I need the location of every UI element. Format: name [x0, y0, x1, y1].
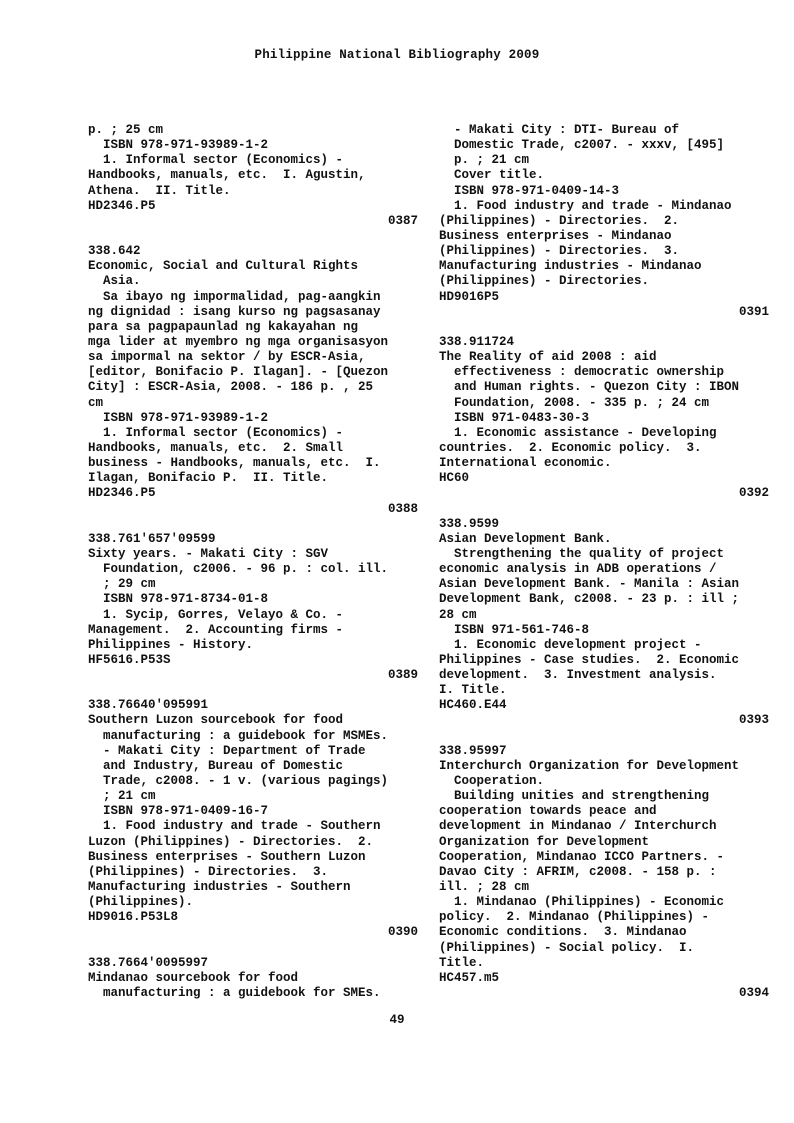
text-line: Organization for Development	[439, 834, 650, 849]
text-line: economic analysis in ADB operations /	[439, 562, 717, 577]
text-line: development. 3. Investment analysis.	[439, 668, 717, 683]
entry-number: 0390	[387, 925, 418, 940]
text-line: Development Bank, c2008. - 23 p. : ill ;	[439, 592, 740, 607]
text-line: - Makati City : DTI- Bureau of	[439, 123, 680, 137]
text-line: ng dignidad : isang kurso ng pagsasanay	[88, 304, 381, 319]
entry-number: 0393	[738, 713, 769, 728]
text-line: 338.9599	[439, 516, 500, 531]
entry-number: 0389	[387, 668, 418, 683]
text-line: (Philippines) - Directories. 2.	[439, 213, 680, 228]
text-line: Philippines - Case studies. 2. Economic	[439, 652, 740, 667]
text-line: ; 29 cm	[88, 577, 156, 592]
text-line: ISBN 978-971-93989-1-2	[88, 138, 269, 153]
text-line: Cooperation.	[439, 774, 545, 789]
text-line: Sixty years. - Makati City : SGV	[88, 546, 329, 561]
text-line: Asia.	[88, 274, 141, 289]
text-line: Foundation, c2006. - 96 p. : col. ill.	[88, 562, 389, 577]
text-line: sa impormal na sektor / by ESCR-Asia,	[88, 350, 366, 365]
blank-line	[88, 941, 418, 956]
text-line: Economic conditions. 3. Mindanao	[439, 925, 687, 940]
text-line: - Makati City : Department of Trade	[88, 743, 366, 758]
text-line: [editor, Bonifacio P. Ilagan]. - [Quezon	[88, 365, 389, 380]
text-line: ; 21 cm	[88, 789, 156, 804]
text-line: Domestic Trade, c2007. - xxxv, [495]	[439, 138, 725, 153]
text-line: development in Mindanao / Interchurch	[439, 819, 717, 834]
text-line: and Industry, Bureau of Domestic	[88, 758, 344, 773]
text-line: Foundation, 2008. - 335 p. ; 24 cm	[439, 395, 710, 410]
text-line: Handbooks, manuals, etc. 2. Small	[88, 440, 344, 455]
text-line: 1. Informal sector (Economics) -	[88, 153, 344, 168]
page-header-title: Philippine National Bibliography 2009	[254, 48, 540, 62]
blank-line	[88, 683, 418, 698]
text-line: ill. ; 28 cm	[439, 880, 530, 895]
text-line: ISBN 978-971-0409-16-7	[88, 804, 269, 819]
entry-number: 0391	[738, 304, 769, 319]
text-line: Southern Luzon sourcebook for food	[88, 713, 344, 728]
entry-number: 0394	[738, 986, 769, 1001]
text-line: HD2346.P5	[88, 486, 156, 501]
text-line: HC460.E44	[439, 698, 507, 713]
text-line: International economic.	[439, 456, 612, 471]
text-line: Handbooks, manuals, etc. I. Agustin,	[88, 168, 366, 183]
text-line: cm	[88, 395, 104, 410]
text-line: (Philippines) - Directories. 3.	[88, 864, 329, 879]
entry-number: 0387	[387, 213, 418, 228]
text-line: 1. Informal sector (Economics) -	[88, 425, 344, 440]
text-line: Luzon (Philippines) - Directories. 2.	[88, 834, 374, 849]
text-line: HF5616.P53S	[88, 652, 171, 667]
text-line: manufacturing : a guidebook for SMEs.	[88, 986, 381, 1001]
text-line: The Reality of aid 2008 : aid	[439, 350, 657, 365]
entry-number: 0392	[738, 486, 769, 501]
text-line: (Philippines) - Directories. 3.	[439, 244, 680, 259]
text-line: p. ; 21 cm	[439, 153, 530, 168]
text-line: Management. 2. Accounting firms -	[88, 622, 344, 637]
text-line: p. ; 25 cm	[88, 123, 164, 137]
text-line: countries. 2. Economic policy. 3.	[439, 440, 702, 455]
text-line: Interchurch Organization for Development	[439, 758, 740, 773]
page-number: 49	[389, 1013, 405, 1027]
text-line: policy. 2. Mindanao (Philippines) -	[439, 910, 710, 925]
text-line: Economic, Social and Cultural Rights	[88, 259, 359, 274]
text-line: ISBN 971-561-746-8	[439, 622, 590, 637]
text-line: 338.642	[88, 244, 141, 259]
text-line: Title.	[439, 955, 485, 970]
left-column	[88, 123, 418, 1001]
text-line: Asian Development Bank. - Manila : Asian	[439, 577, 740, 592]
text-line: 338.95997	[439, 743, 507, 758]
text-line: 1. Sycip, Gorres, Velayo & Co. -	[88, 607, 344, 622]
text-line: (Philippines) - Social policy. I.	[439, 940, 695, 955]
blank-line	[439, 320, 769, 335]
text-line: ISBN 978-971-0409-14-3	[439, 183, 620, 198]
text-line: Ilagan, Bonifacio P. II. Title.	[88, 471, 329, 486]
text-line: HD2346.P5	[88, 198, 156, 213]
blank-line	[88, 229, 418, 244]
text-line: Asian Development Bank.	[439, 531, 612, 546]
text-line: Davao City : AFRIM, c2008. - 158 p. :	[439, 864, 717, 879]
text-line: Sa ibayo ng impormalidad, pag-aangkin	[88, 289, 381, 304]
text-line: Manufacturing industries - Mindanao	[439, 259, 702, 274]
blank-line	[88, 517, 418, 532]
text-line: ISBN 978-971-8734-01-8	[88, 592, 269, 607]
text-line: manufacturing : a guidebook for MSMEs.	[88, 728, 389, 743]
text-line: HC457.m5	[439, 970, 500, 985]
text-line: Cooperation, Mindanao ICCO Partners. -	[439, 849, 725, 864]
right-column	[439, 123, 769, 1001]
text-line: effectiveness : democratic ownership	[439, 365, 725, 380]
text-line: 28 cm	[439, 607, 477, 622]
text-line: 1. Food industry and trade - Mindanao	[439, 198, 732, 213]
text-line: (Philippines) - Directories.	[439, 274, 650, 289]
text-line: Business enterprises - Southern Luzon	[88, 849, 366, 864]
text-line: 1. Mindanao (Philippines) - Economic	[439, 895, 725, 910]
text-line: ISBN 978-971-93989-1-2	[88, 410, 269, 425]
text-line: Business enterprises - Mindanao	[439, 228, 672, 243]
text-line: Building unities and strengthening	[439, 789, 710, 804]
text-line: 338.911724	[439, 334, 515, 349]
text-line: cooperation towards peace and	[439, 804, 657, 819]
text-line: HD9016.P53L8	[88, 910, 179, 925]
text-line: Mindanao sourcebook for food	[88, 970, 299, 985]
blank-line	[439, 502, 769, 517]
text-line: ISBN 971-0483-30-3	[439, 410, 590, 425]
text-line: Manufacturing industries - Southern	[88, 880, 351, 895]
text-line: business - Handbooks, manuals, etc. I.	[88, 456, 381, 471]
text-line: 338.7664'0095997	[88, 955, 209, 970]
text-line: Cover title.	[439, 168, 545, 183]
text-line: I. Title.	[439, 683, 507, 698]
entry-number: 0388	[387, 501, 418, 516]
text-line: Strengthening the quality of project	[439, 546, 725, 561]
text-line: City] : ESCR-Asia, 2008. - 186 p. , 25	[88, 380, 374, 395]
text-line: (Philippines).	[88, 895, 194, 910]
text-line: Philippines - History.	[88, 637, 254, 652]
text-line: mga lider at myembro ng mga organisasyon	[88, 334, 389, 349]
text-line: 1. Economic assistance - Developing	[439, 425, 717, 440]
text-line: HC60	[439, 471, 470, 486]
text-line: HD9016P5	[439, 289, 500, 304]
text-line: 338.761'657'09599	[88, 531, 216, 546]
text-line: para sa pagpapaunlad ng kakayahan ng	[88, 319, 359, 334]
text-line: and Human rights. - Quezon City : IBON	[439, 380, 740, 395]
text-line: 338.76640'095991	[88, 698, 209, 713]
blank-line	[439, 729, 769, 744]
text-line: Trade, c2008. - 1 v. (various pagings)	[88, 774, 389, 789]
text-line: 1. Economic development project -	[439, 637, 702, 652]
text-line: 1. Food industry and trade - Southern	[88, 819, 381, 834]
text-line: Athena. II. Title.	[88, 183, 231, 198]
